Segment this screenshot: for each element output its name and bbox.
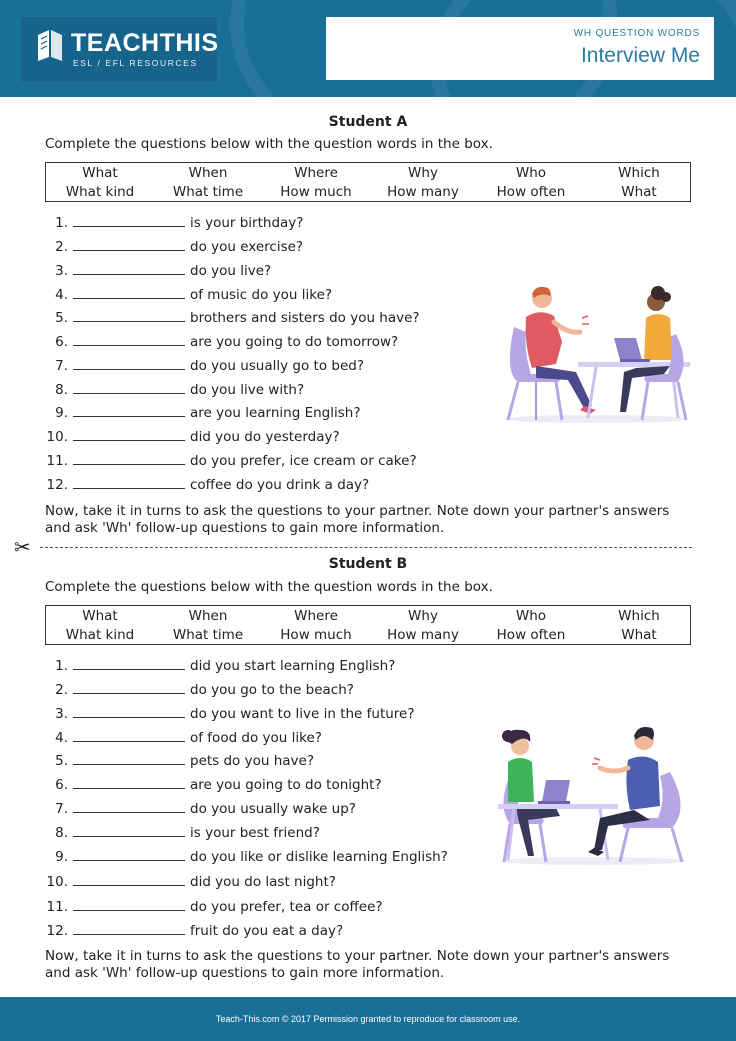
worksheet-topic: WH QUESTION WORDS bbox=[573, 28, 700, 39]
word-box-item: What time bbox=[172, 184, 244, 200]
question-text: did you do yesterday? bbox=[190, 429, 340, 445]
question-item bbox=[44, 452, 417, 469]
question-text: do you usually wake up? bbox=[190, 801, 356, 817]
word-box-item: What bbox=[621, 627, 657, 643]
question-number: 4. bbox=[55, 287, 68, 303]
question-item bbox=[44, 800, 356, 817]
logo-name: TEACHTHIS bbox=[71, 29, 219, 57]
question-item bbox=[44, 922, 343, 939]
question-number: 6. bbox=[55, 334, 68, 350]
page-footer bbox=[0, 997, 736, 1041]
logo-tagline: ESL / EFL RESOURCES bbox=[73, 58, 198, 68]
word-box-item: Why bbox=[408, 165, 438, 181]
question-text: pets do you have? bbox=[190, 753, 314, 769]
scissors-icon: ✂ bbox=[14, 535, 31, 559]
answer-blank[interactable] bbox=[73, 333, 185, 346]
question-number: 3. bbox=[55, 706, 68, 722]
question-item bbox=[44, 404, 361, 421]
answer-blank[interactable] bbox=[73, 428, 185, 441]
answer-blank[interactable] bbox=[73, 286, 185, 299]
question-item bbox=[44, 848, 448, 865]
question-text: did you do last night? bbox=[190, 874, 336, 890]
interview-illustration-b bbox=[494, 724, 694, 866]
question-text: do you prefer, ice cream or cake? bbox=[190, 453, 417, 469]
question-item bbox=[44, 681, 354, 698]
question-item bbox=[44, 873, 336, 890]
question-item bbox=[44, 333, 398, 350]
word-box-item: Which bbox=[618, 608, 660, 624]
question-number: 3. bbox=[55, 263, 68, 279]
question-number: 2. bbox=[55, 682, 68, 698]
question-number: 8. bbox=[55, 825, 68, 841]
question-text: do you live with? bbox=[190, 382, 305, 398]
answer-blank[interactable] bbox=[73, 262, 185, 275]
word-box-item: Where bbox=[294, 608, 338, 624]
question-text: do you prefer, tea or coffee? bbox=[190, 899, 383, 915]
note-line: Now, take it in turns to ask the questions to your partner. Note down your partner's answers bbox=[45, 503, 670, 519]
word-box-item: How many bbox=[387, 627, 459, 643]
question-text: brothers and sisters do you have? bbox=[190, 310, 420, 326]
question-item bbox=[44, 309, 420, 326]
question-number: 12. bbox=[46, 923, 68, 939]
word-box-item: What time bbox=[172, 627, 244, 643]
word-box-item: Who bbox=[515, 608, 547, 624]
word-box-item: When bbox=[188, 165, 228, 181]
question-item bbox=[44, 381, 304, 398]
question-text: of music do you like? bbox=[190, 287, 333, 303]
question-text: is your best friend? bbox=[190, 825, 320, 841]
word-box-item: How many bbox=[387, 184, 459, 200]
answer-blank[interactable] bbox=[73, 404, 185, 417]
answer-blank[interactable] bbox=[73, 800, 185, 813]
question-item bbox=[44, 262, 271, 279]
question-number: 1. bbox=[55, 658, 68, 674]
question-number: 11. bbox=[46, 453, 68, 469]
question-item bbox=[44, 752, 314, 769]
question-number: 5. bbox=[55, 753, 68, 769]
question-text: is your birthday? bbox=[190, 215, 304, 231]
question-item bbox=[44, 238, 303, 255]
question-text: are you going to do tomorrow? bbox=[190, 334, 399, 350]
student-b-instructions: Complete the questions below with the question words in the box. bbox=[45, 579, 493, 595]
student-b-note bbox=[45, 948, 695, 982]
student-a-word-box bbox=[45, 162, 691, 202]
question-item bbox=[44, 428, 340, 445]
note-line: Now, take it in turns to ask the questions to your partner. Note down your partner's answers bbox=[45, 948, 670, 964]
question-item bbox=[44, 357, 364, 374]
cut-line bbox=[40, 547, 692, 548]
answer-blank[interactable] bbox=[73, 729, 185, 742]
question-text: do you go to the beach? bbox=[190, 682, 354, 698]
answer-blank[interactable] bbox=[73, 476, 185, 489]
page-header bbox=[0, 0, 736, 97]
question-item bbox=[44, 657, 395, 674]
answer-blank[interactable] bbox=[73, 214, 185, 227]
question-item bbox=[44, 729, 322, 746]
question-number: 2. bbox=[55, 239, 68, 255]
logo bbox=[20, 16, 218, 83]
question-number: 10. bbox=[46, 874, 68, 890]
question-number: 12. bbox=[46, 477, 68, 493]
question-number: 7. bbox=[55, 358, 68, 374]
answer-blank[interactable] bbox=[73, 776, 185, 789]
word-box-item: What kind bbox=[65, 627, 135, 643]
student-a-instructions: Complete the questions below with the question words in the box. bbox=[45, 136, 493, 152]
answer-blank[interactable] bbox=[73, 848, 185, 861]
word-box-item: When bbox=[188, 608, 228, 624]
note-line: and ask 'Wh' follow-up questions to gain more information. bbox=[45, 520, 445, 536]
student-b-word-box bbox=[45, 605, 691, 645]
word-box-item: What bbox=[621, 184, 657, 200]
word-box-item: Why bbox=[408, 608, 438, 624]
question-text: do you want to live in the future? bbox=[190, 706, 415, 722]
question-item bbox=[44, 776, 382, 793]
question-text: do you live? bbox=[190, 263, 272, 279]
word-box-item: What bbox=[82, 608, 118, 624]
answer-blank[interactable] bbox=[73, 898, 185, 911]
question-text: do you like or dislike learning English? bbox=[190, 849, 448, 865]
word-box-item: How often bbox=[496, 627, 566, 643]
question-item bbox=[44, 476, 369, 493]
question-number: 8. bbox=[55, 382, 68, 398]
question-number: 7. bbox=[55, 801, 68, 817]
answer-blank[interactable] bbox=[73, 381, 185, 394]
question-number: 9. bbox=[55, 405, 68, 421]
question-text: are you going to do tonight? bbox=[190, 777, 382, 793]
word-box-item: What bbox=[82, 165, 118, 181]
question-number: 11. bbox=[46, 899, 68, 915]
question-text: of food do you like? bbox=[190, 730, 322, 746]
question-text: coffee do you drink a day? bbox=[190, 477, 370, 493]
answer-blank[interactable] bbox=[73, 873, 185, 886]
word-box-item: How often bbox=[496, 184, 566, 200]
question-number: 5. bbox=[55, 310, 68, 326]
copyright-text: Teach-This.com © 2017 Permission granted to reproduce for classroom use. bbox=[215, 1014, 521, 1024]
note-line: and ask 'Wh' follow-up questions to gain more information. bbox=[45, 965, 445, 981]
question-text: do you usually go to bed? bbox=[190, 358, 364, 374]
answer-blank[interactable] bbox=[73, 752, 185, 765]
student-a-heading: Student A bbox=[328, 114, 408, 130]
book-logo-icon bbox=[35, 27, 65, 63]
interview-illustration-a bbox=[496, 282, 696, 424]
question-number: 6. bbox=[55, 777, 68, 793]
answer-blank[interactable] bbox=[73, 357, 185, 370]
question-number: 4. bbox=[55, 730, 68, 746]
question-text: are you learning English? bbox=[190, 405, 361, 421]
answer-blank[interactable] bbox=[73, 681, 185, 694]
answer-blank[interactable] bbox=[73, 452, 185, 465]
question-item bbox=[44, 824, 320, 841]
word-box-item: Which bbox=[618, 165, 660, 181]
title-box bbox=[326, 17, 714, 80]
question-text: did you start learning English? bbox=[190, 658, 396, 674]
question-item bbox=[44, 898, 383, 915]
answer-blank[interactable] bbox=[73, 238, 185, 251]
word-box-item: What kind bbox=[65, 184, 135, 200]
student-a-note bbox=[45, 503, 695, 537]
question-item bbox=[44, 214, 303, 231]
answer-blank[interactable] bbox=[73, 824, 185, 837]
question-item bbox=[44, 705, 415, 722]
word-box-item: Who bbox=[515, 165, 547, 181]
word-box-item: Where bbox=[294, 165, 338, 181]
question-text: fruit do you eat a day? bbox=[190, 923, 344, 939]
question-number: 9. bbox=[55, 849, 68, 865]
answer-blank[interactable] bbox=[73, 922, 185, 935]
student-b-heading: Student B bbox=[328, 556, 408, 572]
answer-blank[interactable] bbox=[73, 309, 185, 322]
question-number: 10. bbox=[46, 429, 68, 445]
question-text: do you exercise? bbox=[190, 239, 304, 255]
word-box-item: How much bbox=[280, 184, 352, 200]
answer-blank[interactable] bbox=[73, 657, 185, 670]
word-box-item: How much bbox=[280, 627, 352, 643]
question-item bbox=[44, 286, 332, 303]
answer-blank[interactable] bbox=[73, 705, 185, 718]
question-number: 1. bbox=[55, 215, 68, 231]
worksheet-title: Interview Me bbox=[580, 44, 700, 67]
